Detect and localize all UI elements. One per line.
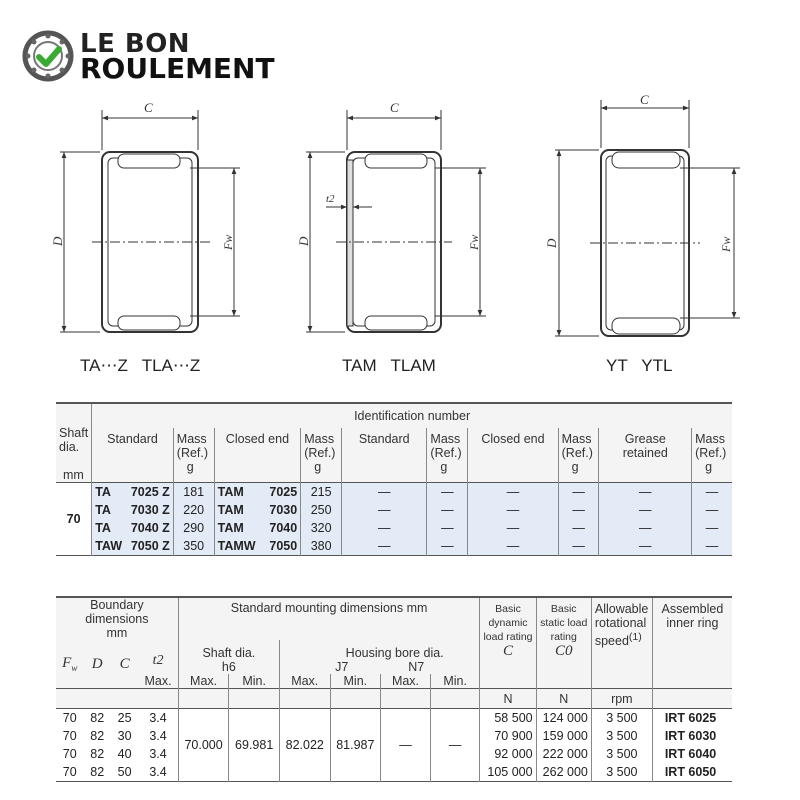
dyn-header: Basic dynamic load rating [483,603,533,643]
sym-fw: F [62,655,72,671]
brand-logo [22,28,302,84]
boundary-header: Boundary dimensions [85,598,149,626]
t2-value: 3.4 [138,727,178,745]
dash: — [692,483,732,502]
dash: — [599,501,692,519]
c-value: 25 [117,711,132,725]
j7-label: J7 [335,660,349,674]
sym-fw-sub: w [71,663,78,673]
bearing-drawings [0,90,800,390]
dash: — [558,519,599,537]
sym-c: C [111,640,138,689]
shaft-min-label: Min. [229,674,280,689]
ce-number: 7025 [269,485,298,499]
unit-n-stat: N [536,689,591,709]
housing-label: Housing bore dia. [345,646,444,660]
dash: — [427,483,468,502]
dyn-value: 92 000 [480,745,536,763]
dim-c-2: C [390,100,399,115]
sym-stat: C0 [554,643,573,659]
table-row [56,537,732,556]
c-value: 50 [117,765,132,779]
dash: — [468,501,558,519]
dim-fw-1: Fw [221,234,235,250]
mass-ce: 215 [301,483,342,502]
t2-value: 3.4 [138,763,178,782]
dash: — [427,519,468,537]
dash: — [558,501,599,519]
mass-unit-3: g [440,459,448,474]
bearing-check-icon [22,30,74,82]
ce-prefix: TAMW [217,539,256,553]
col-standard: Standard [107,431,158,446]
dim-c-3: C [640,92,649,107]
col-standard-2: Standard [358,431,410,446]
rpm-value: 3 500 [591,745,652,763]
d-value: 82 [90,711,105,725]
d-value: 82 [90,765,105,779]
t2-value: 3.4 [138,709,178,728]
dash: — [427,537,468,556]
std-number: 7040 Z [130,521,170,535]
mass-unit-2: g [314,459,322,474]
mass-std: 181 [173,483,214,502]
inner-ring-value: IRT 6050 [664,765,717,779]
inner-ring-value: IRT 6040 [664,747,717,761]
table-row [56,483,732,502]
std-number: 7050 Z [130,539,170,553]
caption-ta-z: TA⋯Z TLA⋯Z [80,356,201,375]
dash: — [599,537,692,556]
c-value: 30 [117,729,132,743]
mass-unit-1: g [186,459,194,474]
dim-fw-3: Fw [719,236,733,252]
ce-prefix: TAM [217,485,244,499]
dash: — [692,501,732,519]
shaft-dia-label: Shaft dia. [202,646,256,660]
dash: — [468,519,558,537]
mass-unit-5: g [705,459,713,474]
col-closed-end: Closed end [225,431,290,446]
unit-n-dyn: N [480,689,536,709]
dyn-value: 105 000 [480,763,536,782]
fw-value: 70 [62,747,77,761]
boundary-unit: mm [106,626,128,640]
stat-value: 124 000 [536,709,591,728]
dash: — [342,501,427,519]
identification-table [56,402,732,556]
j7-max: 82.022 [279,709,330,782]
dash: — [692,537,732,556]
fw-value: 70 [62,711,77,725]
shaft-max-label: Max. [178,674,229,689]
shaft-tol: h6 [221,660,236,674]
dim-d-3: D [544,238,559,248]
dyn-value: 70 900 [480,727,536,745]
n7-max: — [381,709,431,782]
brand-line2: ROULEMENT [80,52,275,85]
std-prefix: TA [95,485,111,499]
dyn-value: 58 500 [480,709,536,728]
mounting-header: Standard mounting dimensions mm [178,597,480,640]
d-value: 82 [90,747,105,761]
ce-prefix: TAM [217,521,244,535]
n7-label: N7 [408,660,425,674]
ce-prefix: TAM [217,503,244,517]
dash: — [468,483,558,502]
drawing-yt [555,100,740,336]
n7-max-label: Max. [381,674,431,689]
inner-ring-value: IRT 6030 [664,729,717,743]
d-value: 82 [90,729,105,743]
dim-t2: t2 [326,193,335,205]
mass-ce: 380 [301,537,342,556]
std-number: 7025 Z [130,485,170,499]
std-prefix: TA [95,521,111,535]
inner-ring-header: Assembled inner ring [652,597,732,689]
drawing-tam [306,110,486,332]
mass-std: 220 [173,501,214,519]
col-mass-1: Mass (Ref.) [176,431,209,460]
t2-max: Max. [138,674,178,689]
j7-min-label: Min. [330,674,381,689]
stat-header: Basic static load rating [540,603,588,643]
speed-note: (1) [628,631,642,643]
ident-header: Identification number [354,408,471,423]
col-mass-3: Mass (Ref.) [430,431,462,460]
dash: — [342,483,427,502]
t2-value: 3.4 [138,745,178,763]
fw-value: 70 [62,765,77,779]
shaft-min: 69.981 [229,709,280,782]
mass-unit-4: g [571,459,579,474]
j7-min: 81.987 [330,709,381,782]
stat-value: 222 000 [536,745,591,763]
table-row [56,519,732,537]
table-row [56,501,732,519]
col-mass-4: Mass (Ref.) [561,431,593,460]
n7-min-label: Min. [430,674,480,689]
dim-fw-2: Fw [467,234,481,250]
dash: — [342,519,427,537]
rpm-value: 3 500 [591,763,652,782]
dim-d-2: D [296,236,311,246]
inner-ring-value: IRT 6025 [664,711,717,725]
shaft-max: 70.000 [178,709,229,782]
rpm-value: 3 500 [591,709,652,728]
dim-d-1: D [50,236,65,246]
speed-header: Allowable rotational speed [594,602,649,649]
col-mass-5: Mass (Ref.) [695,431,727,460]
dash: — [692,519,732,537]
ce-number: 7050 [269,539,298,553]
stat-value: 159 000 [536,727,591,745]
col-closed-end-2: Closed end [481,431,545,446]
j7-max-label: Max. [279,674,330,689]
dim-c-1: C [144,100,153,115]
dash: — [558,537,599,556]
stat-value: 262 000 [536,763,591,782]
shaft-value: 70 [56,483,92,556]
mass-ce: 250 [301,501,342,519]
dash: — [427,501,468,519]
dash: — [342,537,427,556]
c-value: 40 [117,747,132,761]
sym-d: D [84,640,111,689]
unit-rpm: rpm [591,689,652,709]
fw-value: 70 [62,729,77,743]
dash: — [599,519,692,537]
shaft-dia-header: Shaft dia. [59,426,89,454]
brand-line1: LE BON [80,29,191,59]
rpm-value: 3 500 [591,727,652,745]
sym-t2: t2 [138,640,178,674]
std-prefix: TA [95,503,111,517]
table-row [56,709,732,728]
sym-dyn: C [502,643,513,659]
n7-min: — [430,709,480,782]
std-prefix: TAW [95,539,123,553]
ce-number: 7040 [269,521,298,535]
caption-yt: YT YTL [606,356,673,375]
caption-tam: TAM TLAM [342,356,436,375]
mass-std: 290 [173,519,214,537]
col-mass-2: Mass (Ref.) [304,431,336,460]
dimensions-table [56,596,732,782]
drawing-ta-z [60,110,240,332]
col-grease-retained: Grease retained [622,431,668,460]
dash: — [558,483,599,502]
shaft-unit: mm [63,468,84,482]
dash: — [468,537,558,556]
mass-std: 350 [173,537,214,556]
dash: — [599,483,692,502]
ce-number: 7030 [269,503,298,517]
mass-ce: 320 [301,519,342,537]
std-number: 7030 Z [130,503,170,517]
